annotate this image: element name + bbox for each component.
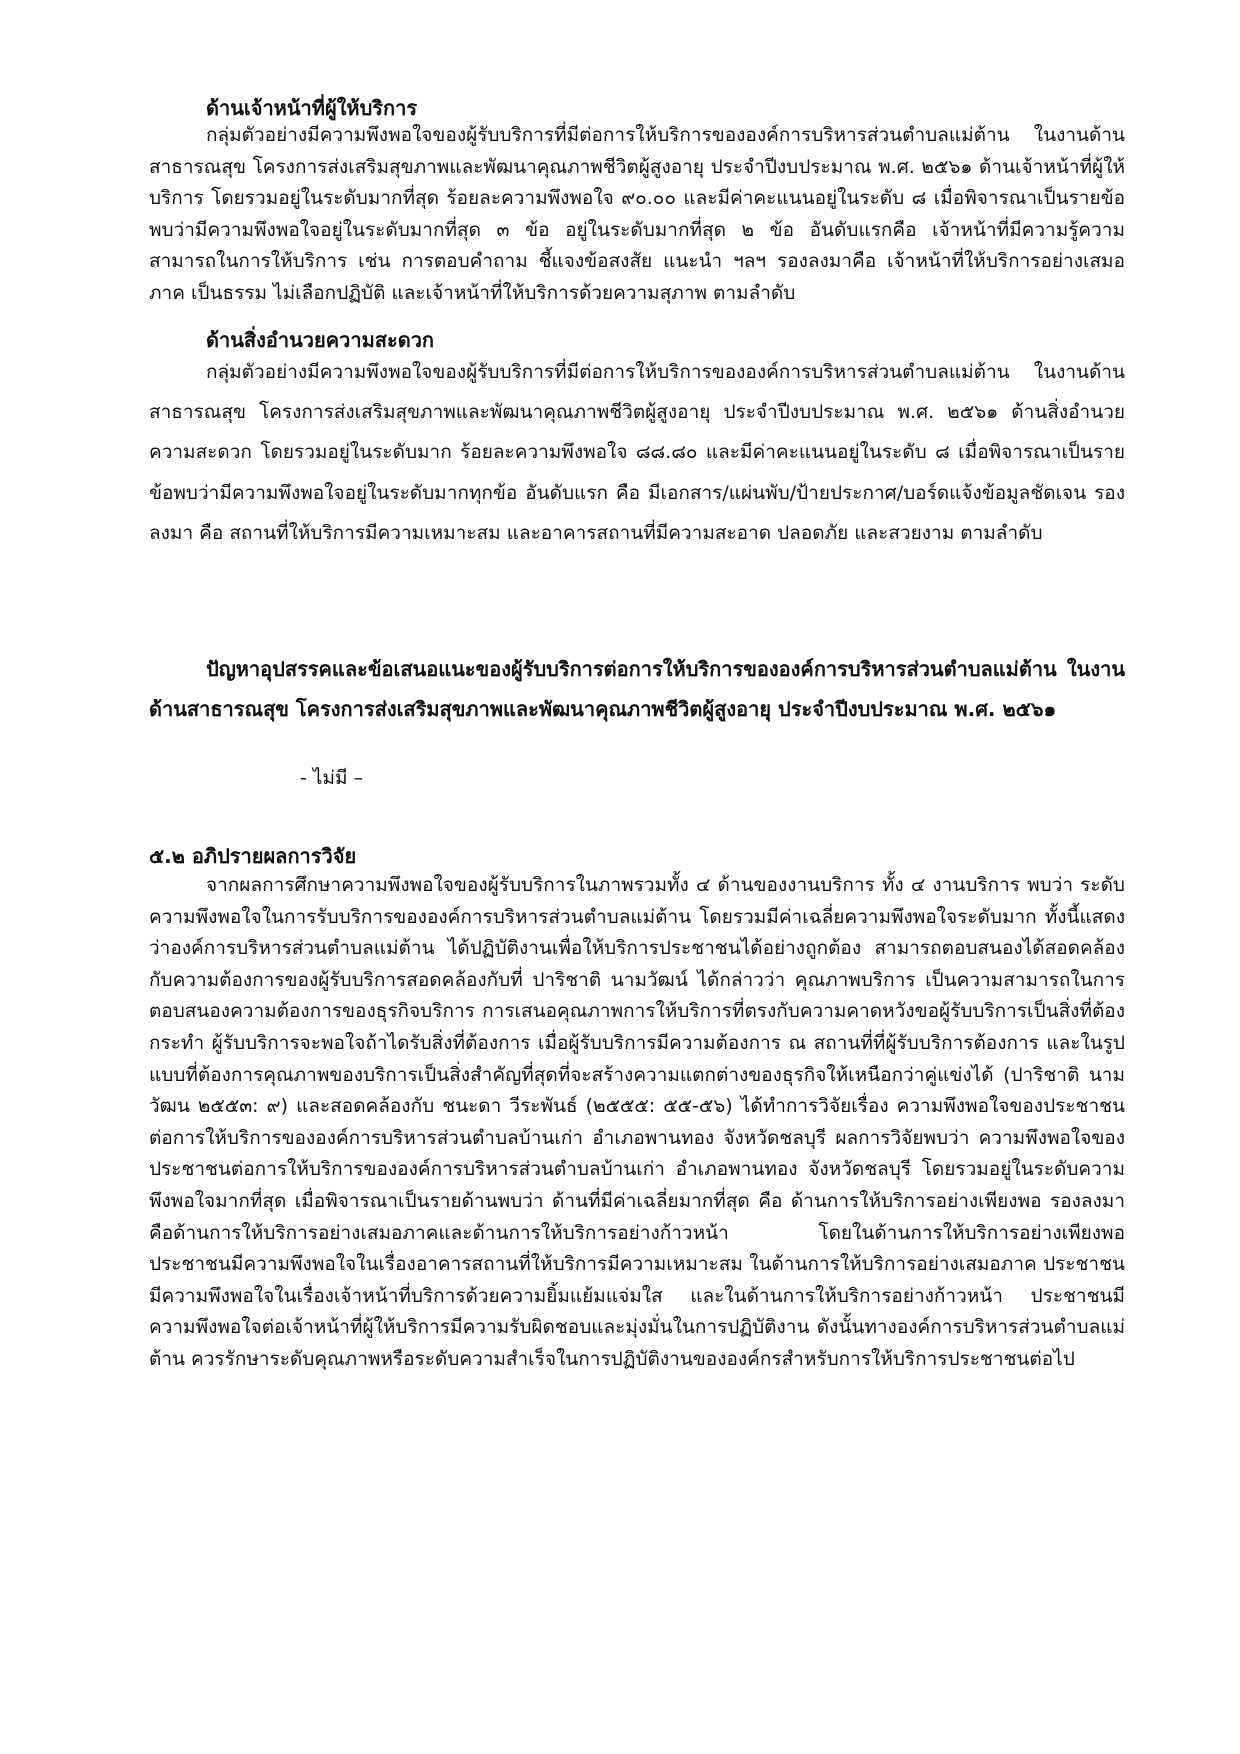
problems-heading: ปัญหาอุปสรรคและข้อเสนอแนะของผู้รับบริการต่อการให้บริการขององค์การบริหารส่วนตำบลแม่ต้าน ในงานด้านสาธารณสุข โครงการส่งเสริมสุขภาพและพัฒนาคุณภาพชีวิตผู้สูงอายุ ประจำปีงบประมาณ พ.ศ. ๒๕๖๑ bbox=[149, 657, 1125, 721]
facility-section-heading: ด้านสิ่งอำนวยความสะดวก bbox=[206, 328, 435, 352]
facility-section-body: กลุ่มตัวอย่างมีความพึงพอใจของผู้รับบริการที่มีต่อการให้บริการขององค์การบริหารส่วนตำบลแม่ต้าน ในงานด้านสาธารณสุข โครงการส่งเสริมสุขภาพและพัฒนาคุณภาพชีวิตผู้สูงอายุ ประจำปีงบประมาณ พ.ศ. ๒๕๖๑ ด้านสิ่งอำนวยความสะดวก โดยรวมอยู่ในระดับมาก ร้อยละความพึงพอใจ ๘๘.๘๐ และมีค่าคะแนนอยู่ในระดับ ๘ เมื่อพิจารณาเป็นรายข้อพบว่ามีความพึงพอใจอยู่ในระดับมากทุกข้อ อันดับแรก คือ มีเอกสาร/แผ่นพับ/ป้ายประกาศ/บอร์ดแจ้งข้อมูลชัดเจน รองลงมา คือ สถานที่ให้บริการมีความเหมาะสม และอาคารสถานที่มีความสะอาด ปลอดภัย และสวยงาม ตามลำดับ bbox=[149, 361, 1125, 544]
staff-section-body: กลุ่มตัวอย่างมีความพึงพอใจของผู้รับบริการที่มีต่อการให้บริการขององค์การบริหารส่วนตำบลแม่ต้าน ในงานด้านสาธารณสุข โครงการส่งเสริมสุขภาพและพัฒนาคุณภาพชีวิตผู้สูงอายุ ประจำปีงบประมาณ พ.ศ. ๒๕๖๑ ด้านเจ้าหน้าที่ผู้ให้บริการ โดยรวมอยู่ในระดับมากที่สุด ร้อยละความพึงพอใจ ๙๐.๐๐ และมีค่าคะแนนอยู่ในระดับ ๘ เมื่อพิจารณาเป็นรายข้อพบว่ามีความพึงพอใจอยู่ในระดับมากที่สุด ๓ ข้อ อยู่ในระดับมากที่สุด ๒ ข้อ อันดับแรกคือ เจ้าหน้าที่มีความรู้ความสามารถในการให้บริการ เช่น การตอบคำถาม ชี้แจงข้อสงสัย แนะนำ ฯลฯ รองลงมาคือ เจ้าหน้าที่ให้บริการอย่างเสมอภาค เป็นธรรม ไม่เลือกปฏิบัติ และเจ้าหน้าที่ให้บริการด้วยความสุภาพ ตามลำดับ bbox=[149, 124, 1125, 304]
discussion-body: จากผลการศึกษาความพึงพอใจของผู้รับบริการในภาพรวมทั้ง ๔ ด้านของงานบริการ ทั้ง ๔ งานบริการ พบว่า ระดับความพึงพอใจในการรับบริการขององค์การบริหารส่วนตำบลแม่ต้าน โดยรวมมีค่าเฉลี่ยความพึงพอใจระดับมาก ทั้งนี้แสดงว่าองค์การบริหารส่วนตำบลแม่ต้าน ได้ปฏิบัติงานเพื่อให้บริการประชาชนได้อย่างถูกต้อง สามารถตอบสนองได้สอดคล้องกับความต้องการของผู้รับบริการสอดคล้องกับที่ ปาริชาติ นามวัฒน์ ได้กล่าวว่า คุณภาพบริการ เป็นความสามารถในการตอบสนองความต้องการของธุรกิจบริการ การเสนอคุณภาพการให้บริการที่ตรงกับความคาดหวังขอผู้รับบริการเป็นสิ่งที่ต้องกระทำ ผู้รับบริการจะพอใจถ้าไดรับสิ่งที่ต้องการ เมื่อผู้รับบริการมีความต้องการ ณ สถานที่ที่ผู้รับบริการต้องการ และในรูปแบบที่ต้องการคุณภาพของบริการเป็นสิ่งสำคัญที่สุดที่จะสร้างความแตกต่างของธุรกิจให้เหนือกว่าคู่แข่งได้ (ปาริชาติ นามวัฒน ๒๕๕๓: ๙) และสอดคล้องกับ ชนะดา วีระพันธ์ (๒๕๕๕: ๕๕-๕๖) ได้ทำการวิจัยเรื่อง ความพึงพอใจของประชาชนต่อการให้บริการขององค์การบริหารส่วนตำบลบ้านเก่า อำเภอพานทอง จังหวัดชลบุรี ผลการวิจัยพบว่า ความพึงพอใจของประชาชนต่อการให้บริการขององค์การบริหารส่วนตำบลบ้านเก่า อำเภอพานทอง จังหวัดชลบุรี โดยรวมอยู่ในระดับความพึงพอใจมากที่สุด เมื่อพิจารณาเป็นรายด้านพบว่า ด้านที่มีค่าเฉลี่ยมากที่สุด คือ ด้านการให้บริการอย่างเพียงพอ รองลงมาคือด้านการให้บริการอย่างเสมอภาคและด้านการให้บริการอย่างก้าวหน้า โดยในด้านการให้บริการอย่างเพียงพอ ประชาชนมีความพึงพอใจในเรื่องอาคารสถานที่ให้บริการมีความเหมาะสม ในด้านการให้บริการอย่างเสมอภาค ประชาชนมีความพึงพอใจในเรื่องเจ้าหน้าที่บริการด้วยความยิ้มแย้มแจ่มใส และในด้านการให้บริการอย่างก้าวหน้า ประชาชนมีความพึงพอใจต่อเจ้าหน้าที่ผู้ให้บริการมีความรับผิดชอบและมุ่งมั่นในการปฏิบัติงาน ดังนั้นทางองค์การบริหารส่วนตำบลแม่ต้าน ควรรักษาระดับคุณภาพหรือระดับความสำเร็จในการปฏิบัติงานขององค์กรสำหรับการให้บริการประชาชนต่อไป bbox=[149, 874, 1125, 1370]
problems-none-text: - ไม่มี – bbox=[300, 767, 364, 789]
discussion-heading: ๕.๒ อภิปรายผลการวิจัย bbox=[149, 844, 357, 868]
staff-section-heading: ด้านเจ้าหน้าที่ผู้ให้บริการ bbox=[206, 96, 418, 120]
